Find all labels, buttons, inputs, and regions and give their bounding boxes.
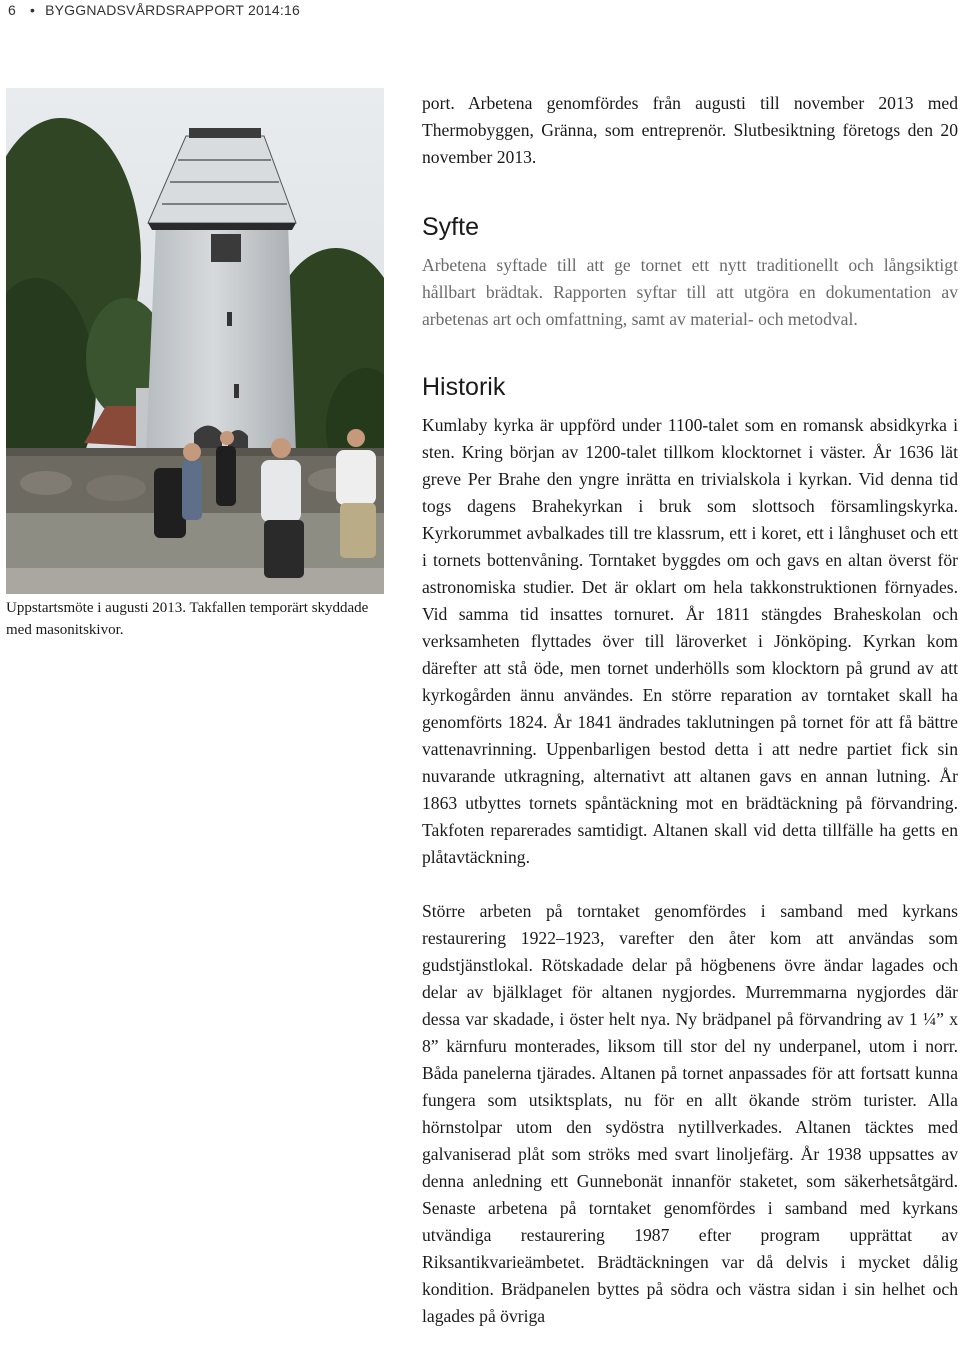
header-bullet: • [30, 2, 36, 18]
page-number: 6 [8, 2, 16, 18]
church-tower-photo [6, 88, 384, 594]
heading-syfte: Syfte [422, 213, 479, 241]
syfte-paragraph: Arbetena syftade till att ge tornet ett nytt traditionellt och långsiktigt hållbart brädtak. Rapporten syftar till att utgöra en dokumentation av arbetenas art och omfattning, samt av material- och metodval. [422, 255, 958, 329]
intro-paragraph: port. Arbetena genomfördes från augusti till november 2013 med Thermobyggen, Gränna, som entreprenör. Slutbesiktning företogs den 20 november 2013. [422, 93, 958, 167]
photo-church-tower-icon [6, 88, 384, 594]
heading-historik: Historik [422, 373, 506, 401]
publication-title: BYGGNADSVÅRDSRAPPORT 2014:16 [45, 2, 300, 18]
storre-arbeten-paragraph: Större arbeten på torntaket genomfördes i samband med kyrkans restaurering 1922–1923, varefter den åter kom att användas som gudstjänstlokal. Rötskadade delar på högbenens övre ändar lagades och delar av bjälklaget för altanen nygjordes. Murremmarna nygjordes där dessa var skadade, i öster helt nya. Ny brädpanel på förvandring av 1 ¼” x 8” kärnfuru monterades, liksom till stor del ny underpanel, utom i norr. Båda panelerna tjärades. Altanen på tornet anpassades för att fortsatt kunna fungera som utsiktsplats, nu för en allt ökande ström turister. Alla hörnstolpar utom den sydöstra nytillverkades. Altanen täcktes med galvaniserad plåt som ströks med svart linoljefärg. År 1938 uppsattes av denna anledning ett Gunnebonät innanför staketet, som säkerhetsåtgärd. Senaste arbetena på torntaket genomfördes i samband med kyrkans utvändiga restaurering 1987 efter program upprättat av Riksantikvarieämbetet. Brädtäckningen var då delvis i mycket dålig kondition. Brädpanelen byttes på södra och västra sidan i sin helhet och lagades på övriga [422, 901, 958, 1326]
main-text-column [422, 90, 958, 1330]
historik-paragraph: Kumlaby kyrka är uppförd under 1100-talet som en romansk absidkyrka i sten. Kring början av 1200-talet tillkom klocktornet i väster. År 1636 lät greve Per Brahe den yngre inrätta en trivialskola i kyrkan. Vid denna tid togs dagens Brahekyrkan i bruk som slottsoch församlingskyrka. Kyrkorummet avbalkades till tre klassrum, ett i koret, ett i långhuset och ett i tornets bottenvåning. Torntaket byggdes om och gavs en altan överst för astronomiska studier. Det är oklart om hela takkonstruktionen förnyades. Vid samma tid insattes tornuret. År 1811 stängdes Braheskolan och verksamheten flyttades över till läroverket i Jönköping. Kyrkan kom därefter att stå öde, men tornet underhölls som klocktorn på grund av att kyrkogården ännu användes. En större reparation av torntaket skall ha genomförts 1824. År 1841 ändrades taklutningen på tornet för att få bättre vattenavrinning. Uppenbarligen bestod detta i att nedre partiet fick sin nuvarande utkragning, alternativt att altanen gavs en annan lutning. År 1863 utbyttes tornets spåntäckning mot en brädtäckning på förvandring. Takfoten reparerades samtidigt. Altanen skall vid detta tillfälle ha getts en plåtavtäckning. [422, 415, 958, 867]
photo-caption: Uppstartsmöte i augusti 2013. Takfallen temporärt skyddade med masonitskivor. [6, 600, 369, 638]
running-header [8, 2, 300, 18]
